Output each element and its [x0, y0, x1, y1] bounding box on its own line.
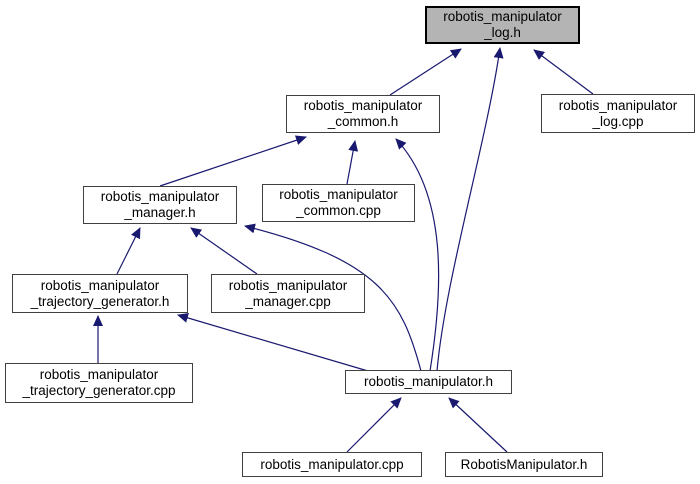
node-label-line: robotis_manipulator	[100, 189, 220, 204]
node-robotis_manipulator_manager_h[interactable]	[83, 186, 237, 224]
node-label-line: robotis_manipulator	[443, 9, 562, 24]
node-label-line: _log.cpp	[592, 113, 644, 129]
edge-robotis_manipulator_common_cpp-to-robotis_manipulator_common_h	[347, 141, 355, 184]
node-label-line: robotis_manipulator	[40, 277, 160, 293]
edge-robotis_manipulator_h-to-robotis_manipulator_common_h	[396, 139, 439, 371]
node-robotis_manipulator_log_cpp[interactable]	[541, 94, 695, 133]
node-label-line: robotis_manipulator	[279, 187, 398, 202]
node-RobotisManipulator_h[interactable]	[445, 452, 603, 477]
edge-robotis_manipulator_manager_h-to-robotis_manipulator_common_h	[160, 137, 306, 186]
node-label-line: robotis_manipulator	[228, 277, 348, 293]
edge-robotis_manipulator_cpp-to-robotis_manipulator_h	[347, 398, 401, 452]
node-robotis_manipulator_common_h[interactable]	[286, 95, 440, 133]
node-label-line: _log.h	[484, 25, 521, 40]
node-label-line: _trajectory_generator.cpp	[22, 383, 176, 398]
node-label-line: robotis_manipulator.h	[363, 374, 494, 389]
node-label-line: _common.cpp	[296, 203, 381, 218]
edge-RobotisManipulator_h-to-robotis_manipulator_h	[449, 398, 507, 452]
node-label-line: robotis_manipulator	[39, 367, 159, 382]
node-label-line: _manager.h	[124, 205, 196, 220]
edge-robotis_manipulator_h-to-robotis_manipulator_log_h	[437, 48, 500, 371]
node-robotis_manipulator_cpp[interactable]	[242, 452, 422, 477]
node-robotis_manipulator_common_cpp[interactable]	[262, 184, 415, 222]
node-label-line: _manager.cpp	[245, 293, 331, 309]
edge-robotis_manipulator_trajectory_generator_h-to-robotis_manipulator_manager_h	[117, 228, 140, 274]
node-robotis_manipulator_trajectory_generator_h[interactable]	[12, 274, 188, 313]
node-label-line: RobotisManipulator.h	[460, 456, 588, 472]
node-label-line: robotis_manipulator.cpp	[260, 456, 404, 472]
node-label-line: robotis_manipulator	[303, 98, 423, 113]
node-robotis_manipulator_trajectory_generator_cpp[interactable]	[5, 363, 193, 403]
edge-robotis_manipulator_manager_cpp-to-robotis_manipulator_manager_h	[191, 228, 257, 274]
edge-robotis_manipulator_log_cpp-to-robotis_manipulator_log_h	[534, 50, 593, 94]
node-robotis_manipulator_h[interactable]	[345, 370, 512, 394]
node-label-line: _common.h	[327, 114, 399, 129]
node-label-line: _trajectory_generator.h	[30, 293, 170, 309]
node-robotis_manipulator_log_h	[425, 6, 580, 44]
edge-robotis_manipulator_common_h-to-robotis_manipulator_log_h	[390, 49, 461, 95]
edge-robotis_manipulator_h-to-robotis_manipulator_trajectory_generator_h	[178, 315, 368, 371]
node-robotis_manipulator_manager_cpp[interactable]	[211, 274, 365, 313]
node-label-line: robotis_manipulator	[558, 97, 678, 113]
